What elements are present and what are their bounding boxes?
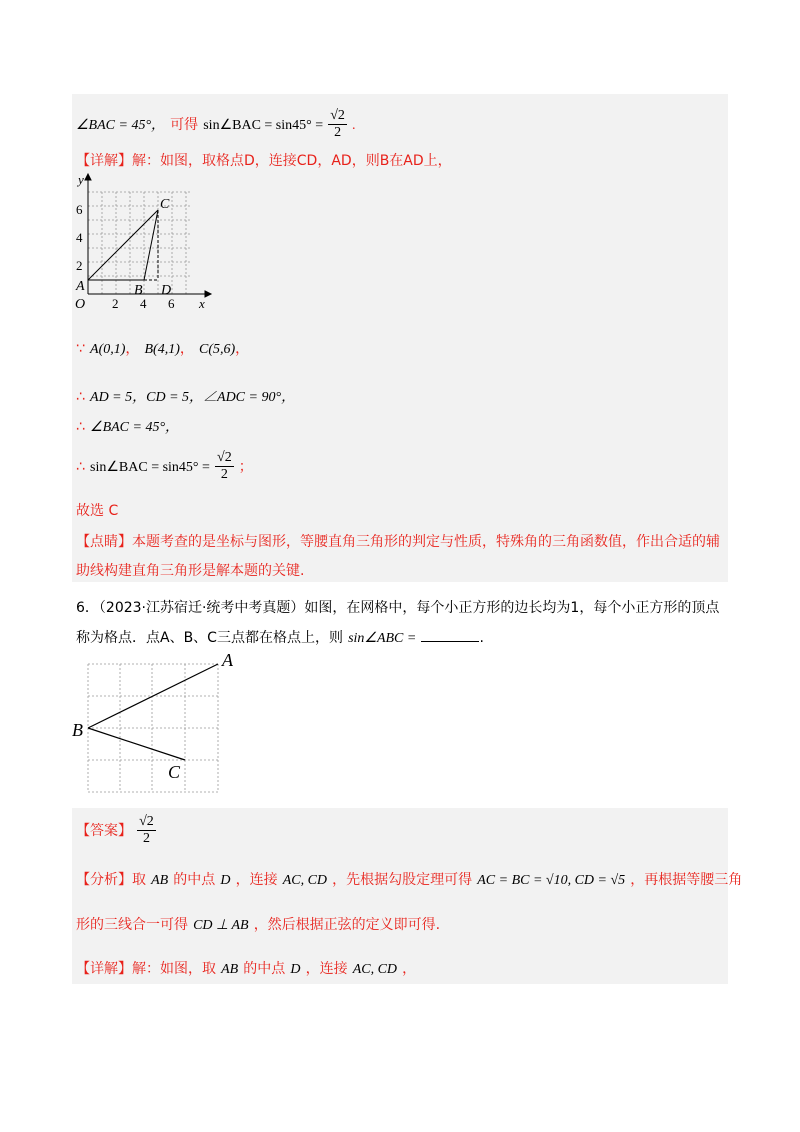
- segment-bc: [144, 210, 158, 280]
- solution-line-sin: ∠BAC = 45°， 可得 sin∠BAC = sin45° = $\frac{√2}{2}$ .: [76, 107, 356, 140]
- point-b-label: B: [134, 283, 143, 298]
- therefore-line-ad: ∴ AD = 5，CD = 5，∠ADC = 90°，: [76, 389, 296, 405]
- y-tick-6: 6: [76, 202, 83, 217]
- coordinate-figure: [70, 172, 215, 312]
- point2-c-label: C: [168, 762, 181, 782]
- coord-c: C(5,6): [198, 342, 236, 357]
- point2-a-label: A: [222, 650, 233, 670]
- detail-text: 解：如图，取格点D，连接CD，AD，则B在AD上，: [132, 153, 452, 169]
- point-d-label: D: [161, 283, 172, 298]
- y-arrow-icon: [85, 174, 91, 180]
- x-tick-4: 4: [140, 296, 147, 311]
- comment-line-2: 助线构建直角三角形是解本题的关键.: [76, 563, 305, 579]
- x-tick-6: 6: [168, 296, 175, 311]
- origin-label: O: [75, 297, 86, 312]
- analysis-tag: 【分析】: [76, 872, 132, 888]
- grid-lines: [88, 192, 190, 294]
- question6-line1: 6．（2023·江苏宿迁·统考中考真题）如图，在网格中，每个小正方形的边长均为1，每个小正方形的顶点: [76, 600, 720, 616]
- segment-ac: [88, 210, 158, 280]
- analysis-line-2: 形的三线合一可得 CD ⊥ AB ，然后根据正弦的定义即可得.: [76, 917, 441, 933]
- x-tick-2: 2: [112, 296, 119, 311]
- sqrt2-over-2: $\frac{√2}{2}$: [330, 107, 345, 140]
- detail-tag: 【详解】: [76, 153, 132, 169]
- answer-value: $\frac{√2}{2}$: [139, 813, 154, 846]
- y-tick-4: 4: [76, 230, 83, 245]
- grid-figure: [70, 650, 240, 800]
- x-arrow-icon: [205, 291, 211, 297]
- x-label: x: [199, 296, 205, 311]
- segment2-ba: [88, 664, 218, 728]
- comment-line-1: 【点睛】本题考查的是坐标与图形，等腰直角三角形的判定与性质，特殊角的三角函数值，作出合适的辅: [76, 534, 720, 550]
- therefore-line-sin: ∴ sin∠BAC = sin45° = $\frac{√2}{2}$ ；: [76, 449, 253, 482]
- because-line: ∵ A(0,1)， B(4,1)， C(5,6)，: [76, 341, 250, 357]
- grid2-lines: [88, 664, 218, 792]
- answer-line: [76, 808, 156, 853]
- can-get-text: 可得: [170, 117, 199, 133]
- choice-line: 故选 C: [76, 503, 119, 519]
- detail2-tag: 【详解】: [76, 961, 132, 977]
- answer-blank: [421, 629, 479, 642]
- coord-b: B(4,1): [144, 342, 180, 357]
- segment2-bc: [88, 728, 185, 760]
- answer-tag: 【答案】: [76, 823, 132, 839]
- y-label: y: [78, 172, 84, 187]
- detail-line: [76, 150, 452, 170]
- detail2-line: 【详解】解：如图，取 AB 的中点 D ，连接 AC, CD ，: [76, 961, 417, 977]
- point-a-label: A: [76, 279, 85, 294]
- sin-abc: sin∠ABC =: [348, 631, 417, 646]
- angle-bac-45: ∠BAC = 45°，: [76, 118, 166, 133]
- question6-line2: 称为格点．点A、B、C三点都在格点上，则 sin∠ABC = .: [76, 630, 484, 646]
- sqrt2-over-2-b: $\frac{√2}{2}$: [217, 449, 232, 482]
- point-c-label: C: [160, 197, 170, 212]
- sin-expression: sin∠BAC = sin45° =: [203, 118, 324, 133]
- therefore-line-bac: ∴ ∠BAC = 45°，: [76, 419, 180, 435]
- coord-a: A(0,1): [90, 342, 126, 357]
- point2-b-label: B: [72, 720, 83, 740]
- y-tick-2: 2: [76, 258, 83, 273]
- analysis-line-1: 【分析】取 AB 的中点 D ，连接 AC, CD ，先根据勾股定理可得 AC = BC = √10, CD = √5 ，再根据等腰三角: [76, 872, 743, 888]
